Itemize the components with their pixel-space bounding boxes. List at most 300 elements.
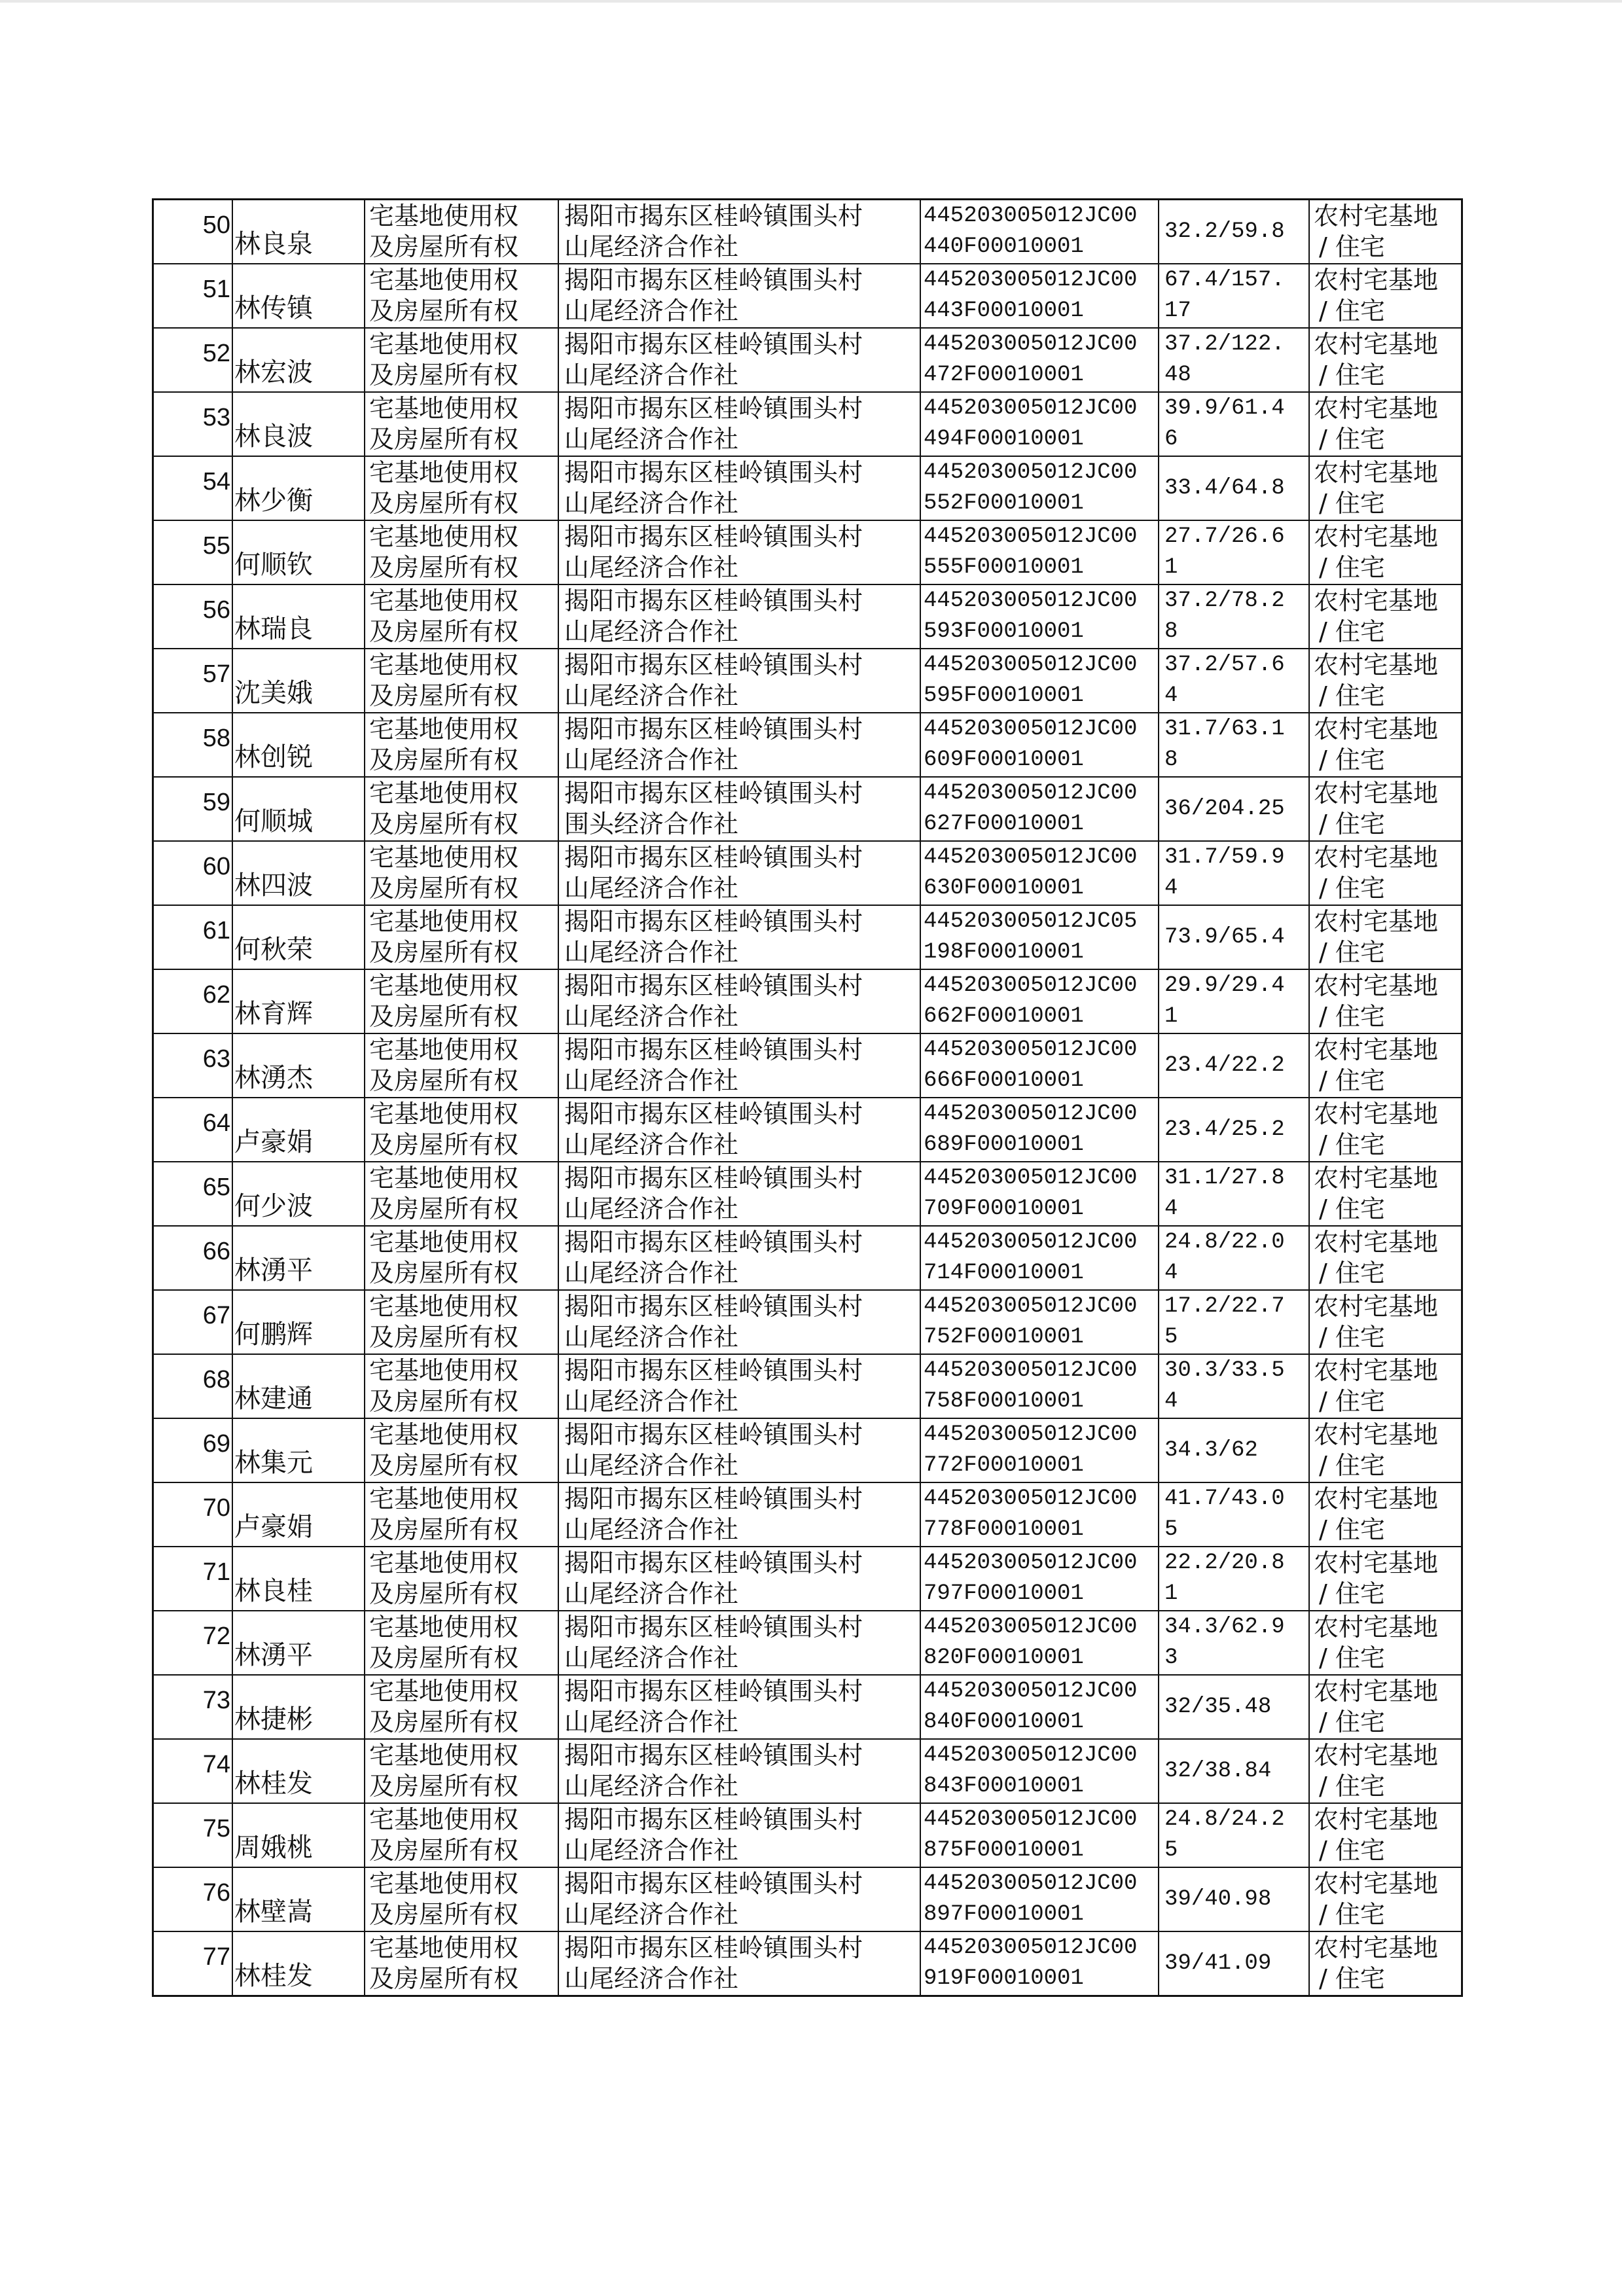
unit-code-line-1: 445203005012JC00 <box>924 1615 1138 1640</box>
unit-code-cell <box>920 1418 1159 1482</box>
unit-code-line-2: 627F00010001 <box>924 812 1084 836</box>
land-use-line-2: / 住宅 <box>1319 1515 1385 1544</box>
owner-name: 林传镇 <box>234 293 313 323</box>
right-type-cell <box>365 969 558 1033</box>
row-number: 76 <box>202 1878 230 1907</box>
location-line-2: 山尾经济合作社 <box>564 745 739 774</box>
owner-name-cell <box>232 1739 365 1803</box>
area-line-1: 24.8/24.2 <box>1164 1807 1285 1832</box>
area-cell <box>1159 200 1309 264</box>
land-use-line-2: / 住宅 <box>1319 425 1385 454</box>
table-row <box>153 1354 1462 1418</box>
land-use-line-2: / 住宅 <box>1319 1643 1385 1672</box>
unit-code-cell <box>920 392 1159 456</box>
area-line-1: 32/35.48 <box>1164 1694 1272 1719</box>
location-cell <box>558 713 920 777</box>
land-use-line-1: 农村宅基地 <box>1314 1228 1439 1257</box>
land-use-line-1: 农村宅基地 <box>1314 1484 1439 1513</box>
right-type-cell <box>365 1290 558 1354</box>
land-use-line-2: / 住宅 <box>1319 1323 1385 1352</box>
area-cell <box>1159 520 1309 584</box>
right-type-line-1: 宅基地使用权 <box>369 1356 519 1385</box>
right-type-cell <box>365 584 558 649</box>
row-number-cell <box>153 1803 233 1867</box>
land-use-cell <box>1309 1354 1462 1418</box>
area-cell <box>1159 1803 1309 1867</box>
right-type-line-1: 宅基地使用权 <box>369 1228 519 1257</box>
right-type-line-1: 宅基地使用权 <box>369 394 519 423</box>
area-line-1: 41.7/43.0 <box>1164 1486 1285 1511</box>
area-line-2: 4 <box>1164 1196 1178 1221</box>
table-row <box>153 1739 1462 1803</box>
location-cell <box>558 1098 920 1162</box>
unit-code-line-2: 662F00010001 <box>924 1004 1084 1029</box>
land-use-line-2: / 住宅 <box>1319 1387 1385 1416</box>
row-number: 60 <box>202 852 230 880</box>
area-line-1: 23.4/22.2 <box>1164 1052 1285 1078</box>
unit-code-line-1: 445203005012JC00 <box>924 268 1138 293</box>
row-number-cell <box>153 1675 233 1739</box>
owner-name: 林少衡 <box>234 486 313 516</box>
location-line-2: 山尾经济合作社 <box>564 1323 739 1352</box>
right-type-line-1: 宅基地使用权 <box>369 1292 519 1321</box>
table-row <box>153 328 1462 392</box>
row-number-cell <box>153 1098 233 1162</box>
location-line-1: 揭阳市揭东区桂岭镇围头村 <box>564 586 863 615</box>
unit-code-line-2: 440F00010001 <box>924 234 1084 259</box>
row-number: 59 <box>202 788 230 816</box>
owner-name: 林良波 <box>234 422 313 452</box>
land-use-cell <box>1309 777 1462 841</box>
row-number: 53 <box>202 403 230 431</box>
area-cell <box>1159 969 1309 1033</box>
area-line-1: 67.4/157. <box>1164 268 1285 293</box>
unit-code-line-1: 445203005012JC00 <box>924 204 1138 228</box>
location-cell <box>558 264 920 328</box>
land-use-line-1: 农村宅基地 <box>1314 843 1439 872</box>
location-line-2: 山尾经济合作社 <box>564 1579 739 1608</box>
unit-code-cell <box>920 1354 1159 1418</box>
row-number-cell <box>153 1354 233 1418</box>
area-line-1: 31.1/27.8 <box>1164 1166 1285 1191</box>
location-line-2: 山尾经济合作社 <box>564 1964 739 1993</box>
owner-name: 林湧平 <box>234 1640 313 1670</box>
land-use-line-1: 农村宅基地 <box>1314 1420 1439 1449</box>
owner-name-cell <box>232 1354 365 1418</box>
location-line-2: 山尾经济合作社 <box>564 1708 739 1736</box>
right-type-cell <box>365 1611 558 1675</box>
land-use-cell <box>1309 1547 1462 1611</box>
land-use-line-2: / 住宅 <box>1319 553 1385 582</box>
location-cell <box>558 1803 920 1867</box>
land-use-line-1: 农村宅基地 <box>1314 522 1439 551</box>
row-number: 77 <box>202 1943 230 1971</box>
owner-name: 林湧杰 <box>234 1063 313 1093</box>
owner-name: 卢豪娟 <box>234 1127 313 1157</box>
right-type-line-1: 宅基地使用权 <box>369 651 519 679</box>
location-line-1: 揭阳市揭东区桂岭镇围头村 <box>564 843 863 872</box>
land-use-line-2: / 住宅 <box>1319 1066 1385 1095</box>
location-line-2: 山尾经济合作社 <box>564 1002 739 1031</box>
row-number: 69 <box>202 1429 230 1458</box>
row-number: 62 <box>202 980 230 1009</box>
unit-code-line-2: 709F00010001 <box>924 1196 1084 1221</box>
right-type-line-2: 及房屋所有权 <box>369 232 519 261</box>
land-use-line-1: 农村宅基地 <box>1314 1805 1439 1834</box>
area-line-1: 27.7/26.6 <box>1164 524 1285 549</box>
table-row <box>153 841 1462 905</box>
location-line-1: 揭阳市揭东区桂岭镇围头村 <box>564 1035 863 1064</box>
unit-code-cell <box>920 905 1159 969</box>
unit-code-cell <box>920 1098 1159 1162</box>
right-type-line-2: 及房屋所有权 <box>369 1387 519 1416</box>
land-use-cell <box>1309 1162 1462 1226</box>
unit-code-line-1: 445203005012JC00 <box>924 717 1138 742</box>
row-number-cell <box>153 777 233 841</box>
land-use-line-1: 农村宅基地 <box>1314 586 1439 615</box>
area-cell <box>1159 1033 1309 1098</box>
land-use-cell <box>1309 1290 1462 1354</box>
right-type-line-1: 宅基地使用权 <box>369 1933 519 1962</box>
location-line-1: 揭阳市揭东区桂岭镇围头村 <box>564 1484 863 1513</box>
area-cell <box>1159 905 1309 969</box>
row-number: 75 <box>202 1814 230 1842</box>
right-type-line-2: 及房屋所有权 <box>369 1066 519 1095</box>
land-use-cell <box>1309 1675 1462 1739</box>
land-use-line-1: 农村宅基地 <box>1314 1164 1439 1193</box>
land-use-cell <box>1309 1931 1462 1996</box>
table-row <box>153 713 1462 777</box>
location-line-2: 山尾经济合作社 <box>564 681 739 710</box>
land-use-line-1: 农村宅基地 <box>1314 394 1439 423</box>
location-line-1: 揭阳市揭东区桂岭镇围头村 <box>564 1613 863 1641</box>
row-number-cell <box>153 969 233 1033</box>
table-row <box>153 1226 1462 1290</box>
area-cell <box>1159 1867 1309 1931</box>
land-use-line-2: / 住宅 <box>1319 1900 1385 1929</box>
right-type-cell <box>365 713 558 777</box>
right-type-line-1: 宅基地使用权 <box>369 1420 519 1449</box>
area-line-1: 29.9/29.4 <box>1164 973 1285 998</box>
area-cell <box>1159 1547 1309 1611</box>
owner-name-cell <box>232 200 365 264</box>
right-type-line-2: 及房屋所有权 <box>369 810 519 838</box>
table-row <box>153 1867 1462 1931</box>
unit-code-cell <box>920 1162 1159 1226</box>
owner-name-cell <box>232 649 365 713</box>
land-use-line-1: 农村宅基地 <box>1314 1677 1439 1706</box>
land-use-cell <box>1309 841 1462 905</box>
area-cell <box>1159 649 1309 713</box>
right-type-cell <box>365 649 558 713</box>
location-line-1: 揭阳市揭东区桂岭镇围头村 <box>564 1677 863 1706</box>
owner-name-cell <box>232 1547 365 1611</box>
owner-name: 林创锐 <box>234 742 313 772</box>
right-type-line-2: 及房屋所有权 <box>369 1002 519 1031</box>
row-number-cell <box>153 1033 233 1098</box>
row-number: 54 <box>202 467 230 495</box>
right-type-line-1: 宅基地使用权 <box>369 1035 519 1064</box>
right-type-line-2: 及房屋所有权 <box>369 553 519 582</box>
right-type-line-1: 宅基地使用权 <box>369 586 519 615</box>
land-use-line-1: 农村宅基地 <box>1314 779 1439 808</box>
land-use-line-1: 农村宅基地 <box>1314 1741 1439 1770</box>
area-line-1: 73.9/65.4 <box>1164 924 1285 950</box>
land-use-cell <box>1309 1739 1462 1803</box>
table-row <box>153 520 1462 584</box>
owner-name-cell <box>232 1290 365 1354</box>
row-number-cell <box>153 1482 233 1547</box>
location-cell <box>558 969 920 1033</box>
right-type-line-2: 及房屋所有权 <box>369 1964 519 1993</box>
land-use-line-2: / 住宅 <box>1319 1772 1385 1801</box>
right-type-line-2: 及房屋所有权 <box>369 1836 519 1865</box>
land-use-line-2: / 住宅 <box>1319 745 1385 774</box>
location-line-1: 揭阳市揭东区桂岭镇围头村 <box>564 266 863 295</box>
location-cell <box>558 1547 920 1611</box>
location-line-2: 山尾经济合作社 <box>564 1515 739 1544</box>
unit-code-line-2: 593F00010001 <box>924 619 1084 644</box>
right-type-line-1: 宅基地使用权 <box>369 843 519 872</box>
unit-code-line-2: 609F00010001 <box>924 747 1084 772</box>
owner-name-cell <box>232 1803 365 1867</box>
location-line-1: 揭阳市揭东区桂岭镇围头村 <box>564 394 863 423</box>
area-line-2: 1 <box>1164 1004 1178 1029</box>
location-line-1: 揭阳市揭东区桂岭镇围头村 <box>564 330 863 359</box>
area-cell <box>1159 456 1309 520</box>
location-cell <box>558 841 920 905</box>
location-line-2: 山尾经济合作社 <box>564 553 739 582</box>
row-number: 57 <box>202 660 230 688</box>
land-use-cell <box>1309 200 1462 264</box>
area-line-2: 4 <box>1164 1389 1178 1414</box>
table-row <box>153 777 1462 841</box>
unit-code-cell <box>920 520 1159 584</box>
area-line-2: 5 <box>1164 1517 1178 1542</box>
row-number: 55 <box>202 531 230 560</box>
land-use-line-2: / 住宅 <box>1319 681 1385 710</box>
area-line-2: 8 <box>1164 619 1178 644</box>
area-cell <box>1159 264 1309 328</box>
table-row <box>153 264 1462 328</box>
owner-name: 何顺钦 <box>234 550 313 580</box>
area-line-2: 8 <box>1164 747 1178 772</box>
owner-name: 何顺城 <box>234 806 313 836</box>
land-use-line-2: / 住宅 <box>1319 1579 1385 1608</box>
land-use-line-2: / 住宅 <box>1319 1964 1385 1993</box>
land-use-line-2: / 住宅 <box>1319 1002 1385 1031</box>
right-type-line-2: 及房屋所有权 <box>369 425 519 454</box>
right-type-line-1: 宅基地使用权 <box>369 522 519 551</box>
unit-code-line-1: 445203005012JC00 <box>924 1551 1138 1575</box>
right-type-cell <box>365 1867 558 1931</box>
unit-code-line-1: 445203005012JC00 <box>924 396 1138 421</box>
location-line-1: 揭阳市揭东区桂岭镇围头村 <box>564 1741 863 1770</box>
unit-code-line-1: 445203005012JC00 <box>924 1102 1138 1126</box>
owner-name: 林四波 <box>234 870 313 901</box>
owner-name-cell <box>232 328 365 392</box>
owner-name: 林良桂 <box>234 1576 313 1606</box>
land-use-cell <box>1309 1482 1462 1547</box>
unit-code-cell <box>920 1482 1159 1547</box>
table-body <box>153 200 1462 1996</box>
row-number: 74 <box>202 1750 230 1778</box>
location-line-1: 揭阳市揭东区桂岭镇围头村 <box>564 651 863 679</box>
unit-code-cell <box>920 584 1159 649</box>
land-use-cell <box>1309 713 1462 777</box>
area-cell <box>1159 1739 1309 1803</box>
land-use-line-1: 农村宅基地 <box>1314 1869 1439 1898</box>
registration-table <box>152 198 1463 1997</box>
area-line-1: 37.2/78.2 <box>1164 588 1285 613</box>
owner-name-cell <box>232 456 365 520</box>
right-type-line-2: 及房屋所有权 <box>369 296 519 325</box>
table-row <box>153 1547 1462 1611</box>
area-line-1: 24.8/22.0 <box>1164 1230 1285 1255</box>
row-number: 70 <box>202 1494 230 1522</box>
location-line-1: 揭阳市揭东区桂岭镇围头村 <box>564 1549 863 1577</box>
unit-code-line-2: 552F00010001 <box>924 491 1084 516</box>
table-row <box>153 392 1462 456</box>
owner-name: 沈美娥 <box>234 678 313 708</box>
right-type-cell <box>365 1675 558 1739</box>
location-cell <box>558 1675 920 1739</box>
right-type-cell <box>365 264 558 328</box>
land-use-line-1: 农村宅基地 <box>1314 1613 1439 1641</box>
area-cell <box>1159 1354 1309 1418</box>
row-number-cell <box>153 200 233 264</box>
right-type-cell <box>365 1931 558 1996</box>
owner-name-cell <box>232 1482 365 1547</box>
right-type-line-2: 及房屋所有权 <box>369 489 519 518</box>
location-line-2: 山尾经济合作社 <box>564 1387 739 1416</box>
area-line-2: 1 <box>1164 1581 1178 1606</box>
land-use-line-2: / 住宅 <box>1319 361 1385 389</box>
land-use-cell <box>1309 1033 1462 1098</box>
right-type-cell <box>365 1547 558 1611</box>
land-use-line-1: 农村宅基地 <box>1314 1356 1439 1385</box>
unit-code-line-2: 875F00010001 <box>924 1838 1084 1863</box>
row-number: 51 <box>202 275 230 303</box>
owner-name: 林桂发 <box>234 1768 313 1799</box>
right-type-line-2: 及房屋所有权 <box>369 938 519 967</box>
owner-name-cell <box>232 392 365 456</box>
unit-code-line-1: 445203005012JC00 <box>924 1166 1138 1191</box>
land-use-line-1: 农村宅基地 <box>1314 266 1439 295</box>
location-line-2: 山尾经济合作社 <box>564 1643 739 1672</box>
right-type-line-1: 宅基地使用权 <box>369 1677 519 1706</box>
row-number: 65 <box>202 1173 230 1201</box>
unit-code-line-2: 198F00010001 <box>924 940 1084 965</box>
owner-name-cell <box>232 264 365 328</box>
location-line-2: 山尾经济合作社 <box>564 617 739 646</box>
row-number: 68 <box>202 1365 230 1393</box>
right-type-cell <box>365 1162 558 1226</box>
table-row <box>153 1482 1462 1547</box>
unit-code-line-2: 797F00010001 <box>924 1581 1084 1606</box>
unit-code-cell <box>920 328 1159 392</box>
land-use-line-1: 农村宅基地 <box>1314 971 1439 1000</box>
location-line-1: 揭阳市揭东区桂岭镇围头村 <box>564 1228 863 1257</box>
land-use-line-1: 农村宅基地 <box>1314 1292 1439 1321</box>
row-number: 67 <box>202 1301 230 1329</box>
area-line-1: 23.4/25.2 <box>1164 1117 1285 1142</box>
right-type-line-1: 宅基地使用权 <box>369 330 519 359</box>
land-use-cell <box>1309 1418 1462 1482</box>
land-use-line-2: / 住宅 <box>1319 1836 1385 1865</box>
row-number-cell <box>153 1290 233 1354</box>
unit-code-cell <box>920 1739 1159 1803</box>
table-row <box>153 969 1462 1033</box>
row-number-cell <box>153 1162 233 1226</box>
unit-code-line-1: 445203005012JC00 <box>924 1743 1138 1768</box>
owner-name-cell <box>232 905 365 969</box>
right-type-cell <box>365 328 558 392</box>
right-type-line-2: 及房屋所有权 <box>369 1323 519 1352</box>
right-type-line-2: 及房屋所有权 <box>369 1194 519 1223</box>
right-type-line-2: 及房屋所有权 <box>369 1451 519 1480</box>
right-type-line-1: 宅基地使用权 <box>369 907 519 936</box>
area-line-2: 6 <box>1164 427 1178 452</box>
unit-code-line-2: 555F00010001 <box>924 555 1084 580</box>
unit-code-cell <box>920 1867 1159 1931</box>
land-use-cell <box>1309 520 1462 584</box>
right-type-line-2: 及房屋所有权 <box>369 745 519 774</box>
land-use-line-2: / 住宅 <box>1319 938 1385 967</box>
owner-name-cell <box>232 777 365 841</box>
location-line-1: 揭阳市揭东区桂岭镇围头村 <box>564 715 863 744</box>
location-cell <box>558 1033 920 1098</box>
unit-code-line-2: 758F00010001 <box>924 1389 1084 1414</box>
owner-name-cell <box>232 1675 365 1739</box>
owner-name: 何鹏辉 <box>234 1319 313 1350</box>
right-type-line-1: 宅基地使用权 <box>369 1805 519 1834</box>
area-line-2: 1 <box>1164 555 1178 580</box>
right-type-line-2: 及房屋所有权 <box>369 1515 519 1544</box>
table-row <box>153 1803 1462 1867</box>
right-type-line-1: 宅基地使用权 <box>369 1741 519 1770</box>
land-use-line-1: 农村宅基地 <box>1314 458 1439 487</box>
row-number-cell <box>153 1226 233 1290</box>
area-cell <box>1159 1290 1309 1354</box>
unit-code-cell <box>920 1803 1159 1867</box>
row-number-cell <box>153 584 233 649</box>
location-line-1: 揭阳市揭东区桂岭镇围头村 <box>564 971 863 1000</box>
unit-code-line-2: 443F00010001 <box>924 298 1084 323</box>
row-number: 64 <box>202 1109 230 1137</box>
unit-code-line-1: 445203005012JC00 <box>924 460 1138 485</box>
right-type-cell <box>365 1226 558 1290</box>
location-cell <box>558 200 920 264</box>
table-row <box>153 1033 1462 1098</box>
land-use-line-2: / 住宅 <box>1319 1451 1385 1480</box>
land-use-line-2: / 住宅 <box>1319 1194 1385 1223</box>
owner-name: 周娥桃 <box>234 1833 313 1863</box>
unit-code-line-1: 445203005012JC00 <box>924 1230 1138 1255</box>
owner-name-cell <box>232 1226 365 1290</box>
location-line-1: 揭阳市揭东区桂岭镇围头村 <box>564 1805 863 1834</box>
owner-name: 林宏波 <box>234 357 313 387</box>
area-cell <box>1159 1098 1309 1162</box>
area-line-2: 48 <box>1164 363 1191 387</box>
location-line-1: 揭阳市揭东区桂岭镇围头村 <box>564 202 863 230</box>
right-type-cell <box>365 200 558 264</box>
area-line-1: 32.2/59.8 <box>1164 219 1285 244</box>
unit-code-line-1: 445203005012JC00 <box>924 1294 1138 1319</box>
location-cell <box>558 1162 920 1226</box>
right-type-cell <box>365 1482 558 1547</box>
area-cell <box>1159 1482 1309 1547</box>
